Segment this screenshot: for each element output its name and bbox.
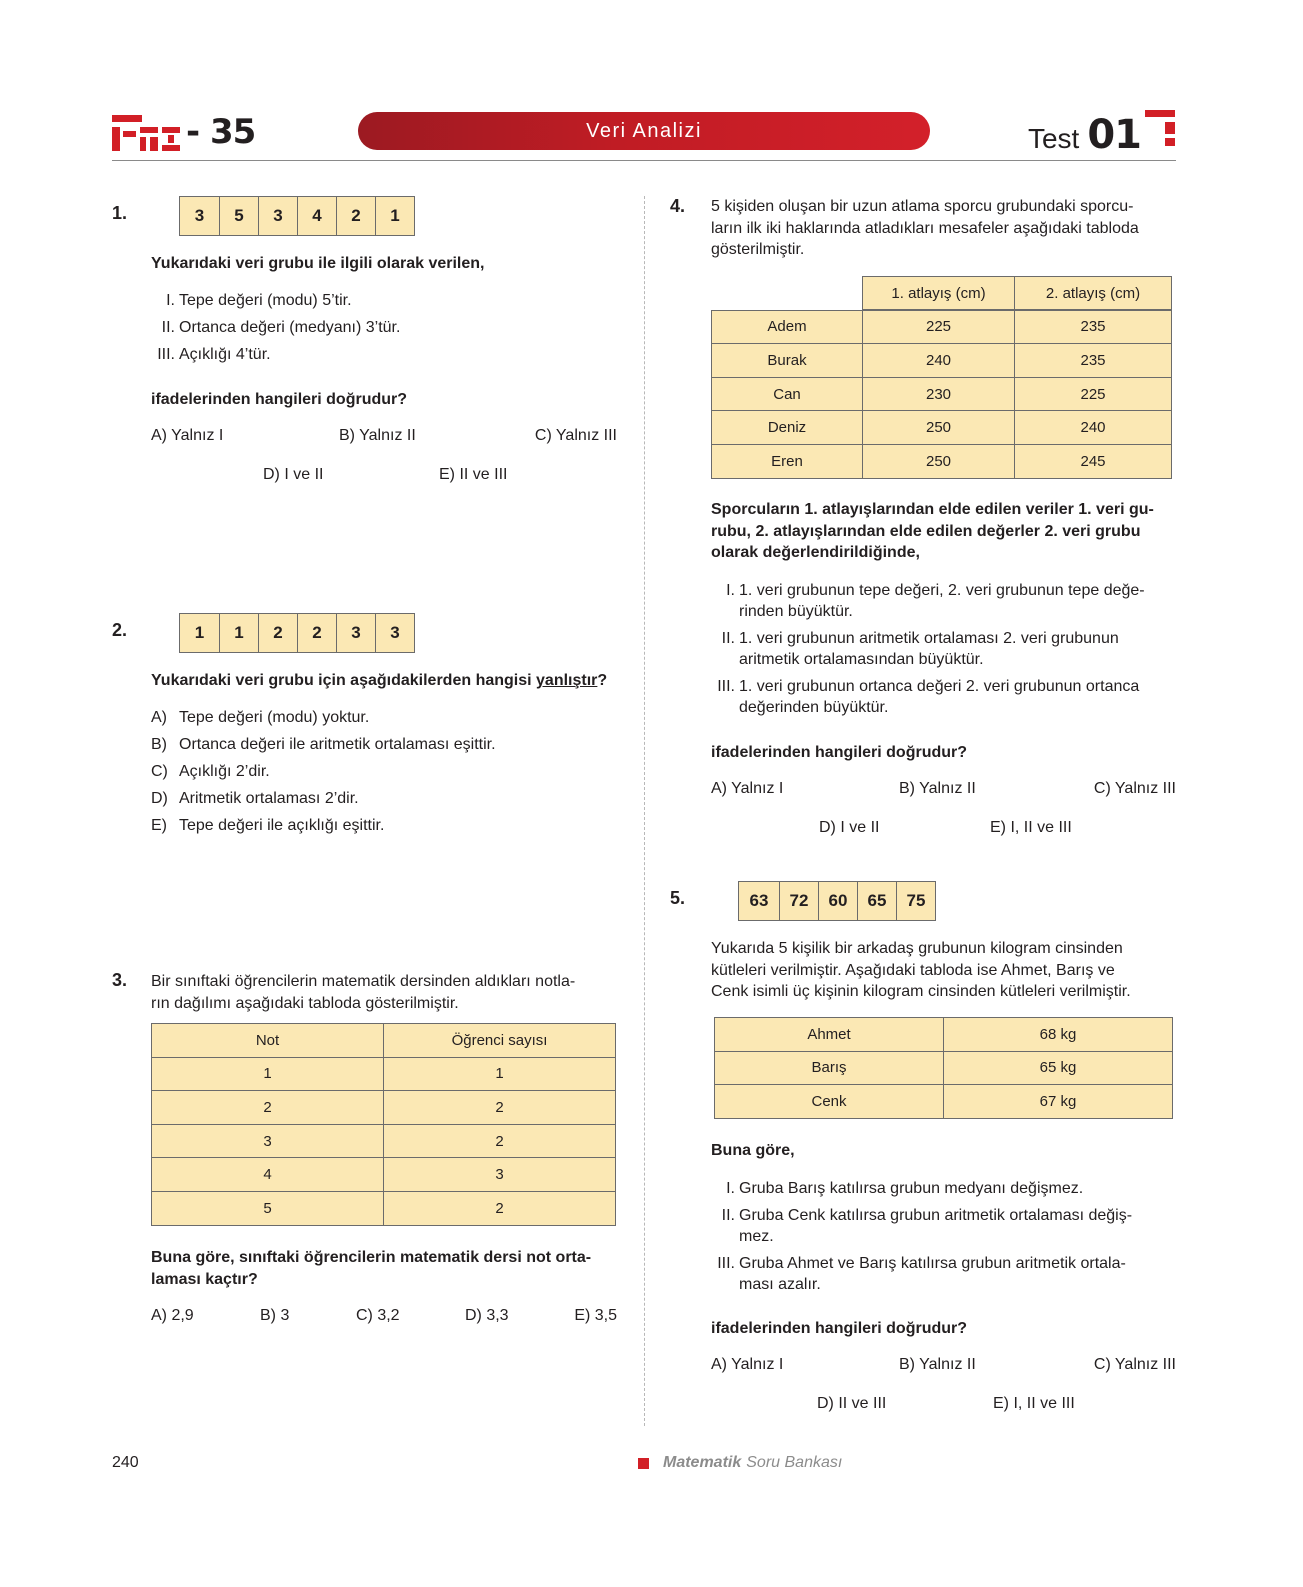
- table-cell: 67 kg: [944, 1085, 1173, 1119]
- table-cell: 250: [863, 411, 1015, 445]
- q4-statements: [711, 580, 1176, 730]
- test-number: 01: [1087, 112, 1141, 158]
- q2-stem: [151, 670, 607, 692]
- test-label: [1028, 112, 1141, 158]
- table-header-row: [712, 277, 1172, 311]
- table-row: [715, 1051, 1173, 1085]
- table-row: [152, 1158, 616, 1192]
- q5-question: ifadelerinden hangileri doğrudur?: [711, 1320, 968, 1337]
- table-cell: 2: [152, 1091, 384, 1125]
- q4-statement-line: 1. veri grubunun tepe değeri, 2. veri grubunun tepe değe-: [739, 582, 1145, 599]
- q4-statement-roman: III.: [717, 678, 735, 695]
- table-header-empty: [712, 277, 863, 311]
- q3-option-e[interactable]: E) 3,5: [574, 1307, 617, 1324]
- table-row: [152, 1124, 616, 1158]
- table-row: [715, 1085, 1173, 1119]
- q1-statement-roman: I.: [166, 292, 175, 309]
- table-cell: 1: [384, 1057, 616, 1091]
- q2-option-text[interactable]: Tepe değeri (modu) yoktur.: [179, 709, 370, 726]
- q5-lead: Buna göre,: [711, 1142, 795, 1159]
- q1-data-cell: 4: [297, 197, 336, 235]
- q1-statements: [151, 290, 621, 370]
- q5-statement-line: Gruba Ahmet ve Barış katılırsa grubun aritmetik ortala-: [739, 1255, 1126, 1272]
- q5-data-cell: 65: [857, 882, 896, 920]
- table-cell: 225: [1015, 377, 1172, 411]
- q3-option-a[interactable]: A) 2,9: [151, 1307, 194, 1324]
- q1-option-e[interactable]: E) II ve III: [439, 466, 508, 483]
- table-cell: 245: [1015, 444, 1172, 478]
- q1-option-a[interactable]: A) Yalnız I: [151, 427, 224, 444]
- table-cell: 230: [863, 377, 1015, 411]
- table-cell: 235: [1015, 310, 1172, 344]
- footer-square-icon: [638, 1458, 649, 1469]
- q2-stem-text: Yukarıdaki veri grubu için aşağıdakilerden hangisi: [151, 672, 537, 689]
- q4-intro: [711, 196, 1176, 261]
- q4-statement-line: değerinden büyüktür.: [739, 699, 889, 716]
- table-cell: 235: [1015, 344, 1172, 378]
- q5-number: 5.: [670, 888, 686, 908]
- q2-options: [151, 707, 621, 847]
- q2-stem-end: ?: [597, 672, 608, 689]
- q5-intro-line: kütleleri verilmiştir. Aşağıdaki tabloda ise Ahmet, Barış ve: [711, 961, 1115, 979]
- q2-option-letter[interactable]: C): [151, 763, 168, 780]
- faz-logo-mark: [112, 113, 180, 151]
- q1-data-cell: 3: [194, 206, 205, 225]
- q3-intro-line: rın dağılımı aşağıdaki tabloda gösterilmiştir.: [151, 994, 459, 1012]
- q3-intro-line: Bir sınıftaki öğrencilerin matematik dersinden aldıkları notla-: [151, 973, 576, 990]
- q2-option-letter[interactable]: A): [151, 709, 167, 726]
- q1-number: 1.: [112, 203, 128, 223]
- q3-question-line: laması kaçtır?: [151, 1270, 258, 1288]
- footer-brand-bold: Matematik: [663, 1454, 742, 1471]
- q5-option-a[interactable]: A) Yalnız I: [711, 1356, 784, 1373]
- table-row: [712, 411, 1172, 445]
- q1-statement-text: Tepe değeri (modu) 5’tir.: [179, 292, 352, 309]
- table-cell: 1: [152, 1057, 384, 1091]
- q2-data-cell: 1: [219, 614, 258, 652]
- q4-option-b[interactable]: B) Yalnız II: [899, 780, 976, 797]
- table-header: Not: [152, 1024, 384, 1058]
- q5-statement-roman: III.: [717, 1255, 735, 1272]
- q2-option-text[interactable]: Aritmetik ortalaması 2’dir.: [179, 790, 359, 807]
- table-row: [715, 1018, 1173, 1052]
- q5-intro-line: Cenk isimli üç kişinin kilogram cinsinden kütleleri verilmiştir.: [711, 983, 1131, 1000]
- q3-intro: [151, 971, 617, 1014]
- table-cell: 4: [152, 1158, 384, 1192]
- q4-option-d[interactable]: D) I ve II: [819, 819, 880, 836]
- q2-option-letter[interactable]: E): [151, 817, 167, 834]
- q2-data-cell: 2: [258, 614, 297, 652]
- q1-data-boxes: [179, 196, 415, 236]
- table-cell: Adem: [712, 310, 863, 344]
- q5-option-e[interactable]: E) I, II ve III: [993, 1395, 1075, 1412]
- q4-option-c[interactable]: C) Yalnız III: [1093, 780, 1176, 797]
- table-row: [152, 1091, 616, 1125]
- table-cell: 65 kg: [944, 1051, 1173, 1085]
- q1-stem: Yukarıdaki veri grubu ile ilgili olarak verilen,: [151, 255, 485, 272]
- q1-data-cell: 2: [336, 197, 375, 235]
- q3-question-line: Buna göre, sınıftaki öğrencilerin matematik dersi not orta-: [151, 1249, 592, 1266]
- q4-condition-line: Sporcuların 1. atlayışlarından elde edilen veriler 1. veri gu-: [711, 501, 1154, 518]
- page-number: 240: [112, 1454, 139, 1471]
- test-word: Test: [1027, 123, 1080, 154]
- q5-statement-line: Gruba Barış katılırsa grubun medyanı değişmez.: [739, 1180, 1084, 1197]
- table-cell: Barış: [715, 1051, 944, 1085]
- q4-condition-line: olarak değerlendirildiğinde,: [711, 544, 920, 561]
- table-cell: 5: [152, 1191, 384, 1225]
- q1-data-cell: 5: [219, 197, 258, 235]
- table-row: [712, 310, 1172, 344]
- q4-statement-line: rinden büyüktür.: [739, 603, 853, 620]
- q4-option-a[interactable]: A) Yalnız I: [711, 780, 784, 797]
- q2-option-letter[interactable]: D): [151, 790, 168, 807]
- q1-statement-roman: II.: [161, 319, 175, 336]
- q2-data-cell: 2: [297, 614, 336, 652]
- q4-statement-line: 1. veri grubunun aritmetik ortalaması 2. veri grubunun: [739, 630, 1119, 647]
- table-header: 2. atlayış (cm): [1015, 277, 1172, 311]
- q4-statement-line: 1. veri grubunun ortanca değeri 2. veri grubunun ortanca: [739, 678, 1140, 695]
- q1-question: ifadelerinden hangileri doğrudur?: [151, 391, 408, 408]
- q2-data-cell: 3: [336, 614, 375, 652]
- q5-statement-line: mez.: [739, 1228, 774, 1245]
- q5-statement-roman: I.: [726, 1180, 735, 1197]
- q2-data-cell: 3: [375, 614, 414, 652]
- q1-option-d[interactable]: D) I ve II: [263, 466, 324, 483]
- q3-question: [151, 1247, 617, 1290]
- q5-options: [711, 1356, 1176, 1416]
- table-header-row: [152, 1024, 616, 1058]
- footer-brand-rest: Soru Bankası: [746, 1454, 843, 1471]
- test-mark-icon: [1145, 110, 1175, 152]
- q4-intro-line: gösterilmiştir.: [711, 241, 805, 258]
- q4-option-e[interactable]: E) I, II ve III: [990, 819, 1072, 836]
- table-row: [152, 1191, 616, 1225]
- q5-data-cell: 60: [818, 882, 857, 920]
- q4-statement-roman: I.: [726, 582, 735, 599]
- table-header: 1. atlayış (cm): [863, 277, 1015, 311]
- section-banner: Veri Analizi: [358, 112, 930, 150]
- footer-brand: [638, 1454, 842, 1472]
- faz-logo: [112, 110, 255, 154]
- table-cell: 3: [152, 1124, 384, 1158]
- q1-statement-text: Ortanca değeri (medyanı) 3’tür.: [179, 319, 401, 336]
- q5-statement-line: ması azalır.: [739, 1276, 821, 1293]
- q5-intro-line: Yukarıda 5 kişilik bir arkadaş grubunun kilogram cinsinden: [711, 940, 1123, 957]
- q2-data-cell: 1: [194, 623, 205, 642]
- column-divider: [644, 196, 645, 1426]
- q2-option-text[interactable]: Tepe değeri ile açıklığı eşittir.: [179, 817, 385, 834]
- header-rule: [112, 160, 1176, 161]
- q2-stem-underlined: yanlıştır: [536, 672, 598, 689]
- table-cell: Burak: [712, 344, 863, 378]
- table-cell: Deniz: [712, 411, 863, 445]
- q5-data-cell: 72: [779, 882, 818, 920]
- q5-statement-line: Gruba Cenk katılırsa grubun aritmetik ortalaması değiş-: [739, 1207, 1133, 1224]
- table-cell: 250: [863, 444, 1015, 478]
- q3-option-b[interactable]: B) 3: [260, 1307, 290, 1324]
- q5-data-cell: 75: [896, 882, 935, 920]
- q1-data-cell: 3: [258, 197, 297, 235]
- q4-statement-line: aritmetik ortalamasından büyüktür.: [739, 651, 984, 668]
- table-row: [712, 344, 1172, 378]
- q4-statement-roman: II.: [721, 630, 735, 647]
- table-cell: Can: [712, 377, 863, 411]
- table-cell: 2: [384, 1191, 616, 1225]
- table-row: [152, 1057, 616, 1091]
- table-cell: 2: [384, 1124, 616, 1158]
- table-header: Öğrenci sayısı: [384, 1024, 616, 1058]
- table-cell: 68 kg: [944, 1018, 1173, 1052]
- q2-option-text[interactable]: Açıklığı 2’dir.: [179, 763, 270, 780]
- q1-option-c[interactable]: C) Yalnız III: [534, 427, 617, 444]
- q5-option-c[interactable]: C) Yalnız III: [1093, 1356, 1176, 1373]
- q3-options: [151, 1307, 617, 1331]
- table-cell: 2: [384, 1091, 616, 1125]
- q3-number: 3.: [112, 970, 128, 990]
- q4-options: [711, 780, 1176, 840]
- table-cell: Ahmet: [715, 1018, 944, 1052]
- table-cell: 240: [863, 344, 1015, 378]
- q4-condition-line: rubu, 2. atlayışlarından elde edilen değerler 2. veri grubu: [711, 522, 1141, 540]
- q3-option-d[interactable]: D) 3,3: [465, 1307, 509, 1324]
- q5-statements: [711, 1178, 1176, 1308]
- q4-intro-line: 5 kişiden oluşan bir uzun atlama sporcu grubundaki sporcu-: [711, 198, 1134, 215]
- q5-table: [714, 1017, 1173, 1119]
- q5-data-boxes: [738, 881, 936, 921]
- q2-option-letter[interactable]: B): [151, 736, 167, 753]
- q5-data-cell: 63: [749, 891, 769, 910]
- table-cell: Cenk: [715, 1085, 944, 1119]
- q3-table: [151, 1023, 616, 1226]
- q5-intro: [711, 938, 1176, 1003]
- table-row: [712, 444, 1172, 478]
- q4-intro-line: ların ilk iki haklarında atladıkları mesafeler aşağıdaki tabloda: [711, 219, 1139, 237]
- table-cell: Eren: [712, 444, 863, 478]
- q5-option-d[interactable]: D) II ve III: [817, 1395, 887, 1412]
- table-cell: 3: [384, 1158, 616, 1192]
- q1-data-cell: 1: [375, 197, 414, 235]
- q2-data-boxes: [179, 613, 415, 653]
- table-cell: 240: [1015, 411, 1172, 445]
- q1-statement-roman: III.: [157, 346, 175, 363]
- q5-statement-roman: II.: [721, 1207, 735, 1224]
- faz-number: - 35: [186, 112, 256, 152]
- q1-option-b[interactable]: B) Yalnız II: [339, 427, 416, 444]
- q3-option-c[interactable]: C) 3,2: [356, 1307, 400, 1324]
- q1-statement-text: Açıklığı 4’tür.: [179, 346, 271, 363]
- q2-option-text[interactable]: Ortanca değeri ile aritmetik ortalaması eşittir.: [179, 736, 496, 753]
- q5-option-b[interactable]: B) Yalnız II: [899, 1356, 976, 1373]
- q4-condition: [711, 499, 1176, 564]
- q4-number: 4.: [670, 196, 686, 216]
- table-row: [712, 377, 1172, 411]
- q1-options: [151, 427, 617, 487]
- q4-question: ifadelerinden hangileri doğrudur?: [711, 744, 968, 761]
- q2-number: 2.: [112, 620, 128, 640]
- q4-table: [711, 276, 1172, 479]
- table-cell: 225: [863, 310, 1015, 344]
